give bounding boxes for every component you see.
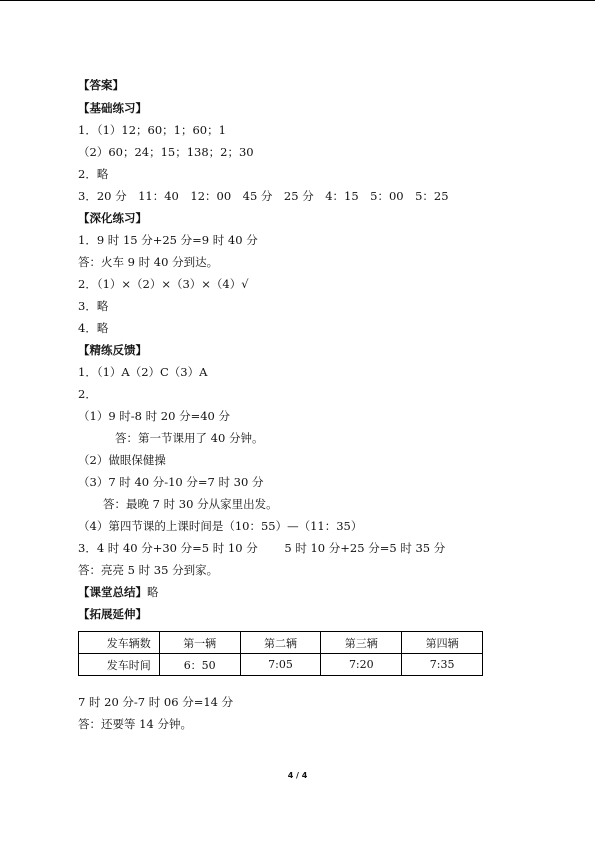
- table-row: [79, 654, 483, 676]
- table-cell: 7:35: [402, 654, 483, 676]
- feedback-line-7: 答：最晚 7 时 30 分从家里出发。: [103, 497, 278, 511]
- feedback-line-10: 答：亮亮 5 时 35 分到家。: [78, 563, 219, 577]
- section-heading-answer: 【答案】: [78, 78, 124, 92]
- table-cell: 发车辆数: [79, 632, 160, 654]
- section-heading-summary: [78, 583, 159, 601]
- table-cell: 第一辆: [159, 632, 240, 654]
- page-number: 4 / 4: [287, 771, 308, 780]
- feedback-line-3: （1）9 时-8 时 20 分=40 分: [78, 409, 231, 423]
- feedback-line-1: 1．（1）A（2）C（3）A: [78, 365, 208, 379]
- basic-line-3: 2．略: [78, 167, 109, 181]
- table-cell: 发车时间: [79, 654, 160, 676]
- feedback-line-5: （2）做眼保健操: [78, 453, 166, 467]
- deep-line-3: 2．（1）×（2）×（3）×（4）√: [78, 277, 249, 291]
- deep-line-2: 答：火车 9 时 40 分到达。: [78, 255, 219, 269]
- table-cell: 第四辆: [402, 632, 483, 654]
- table-row: [79, 632, 483, 654]
- section-heading-extend: 【拓展延伸】: [78, 607, 147, 621]
- feedback-line-8: （4）第四节课的上课时间是（10：55）—（11：35）: [78, 519, 363, 533]
- section-heading-basic: 【基础练习】: [78, 101, 147, 115]
- deep-line-1: 1．9 时 15 分+25 分=9 时 40 分: [78, 233, 258, 247]
- table-cell: 6：50: [159, 654, 240, 676]
- bus-schedule-table: [78, 631, 483, 676]
- feedback-line-4: 答：第一节课用了 40 分钟。: [115, 431, 264, 445]
- table-cell: 第二辆: [240, 632, 321, 654]
- top-border-line: [0, 0, 595, 1]
- deep-line-4: 3．略: [78, 299, 109, 313]
- basic-line-1: 1．（1）12；60；1；60；1: [78, 123, 226, 137]
- section-heading-feedback: 【精练反馈】: [78, 343, 147, 357]
- basic-line-2: （2）60；24；15；138；2；30: [78, 145, 254, 159]
- table-cell: 第三辆: [321, 632, 402, 654]
- section-heading-deep: 【深化练习】: [78, 211, 147, 225]
- table-cell: 7:20: [321, 654, 402, 676]
- table-cell: 7:05: [240, 654, 321, 676]
- extend-line-2: 答：还要等 14 分钟。: [78, 717, 192, 731]
- feedback-line-2: 2．: [78, 387, 97, 401]
- feedback-line-9: 3．4 时 40 分+30 分=5 时 10 分 5 时 10 分+25 分=5 时 35 分: [78, 541, 446, 555]
- deep-line-5: 4．略: [78, 321, 109, 335]
- feedback-line-6: （3）7 时 40 分-10 分=7 时 30 分: [78, 475, 264, 489]
- summary-text: 略: [147, 585, 159, 599]
- basic-line-4: 3．20 分 11：40 12：00 45 分 25 分 4：15 5：00 5：25: [78, 189, 449, 203]
- extend-line-1: 7 时 20 分-7 时 06 分=14 分: [78, 695, 234, 709]
- summary-heading-label: 【课堂总结】: [78, 585, 147, 599]
